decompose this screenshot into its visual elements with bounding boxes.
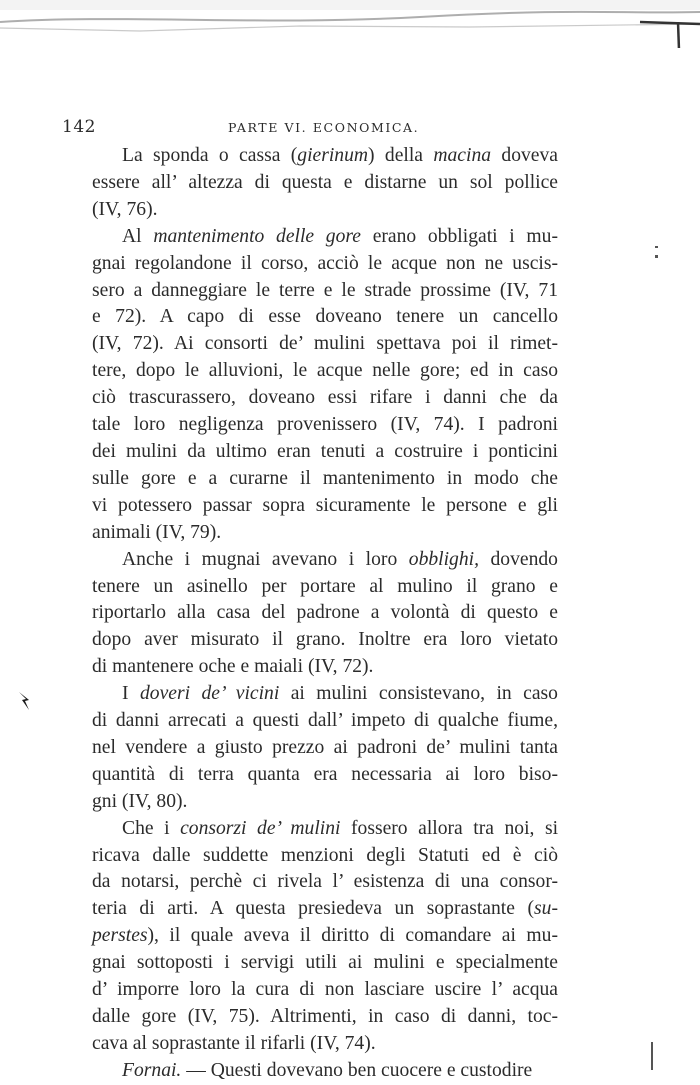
text-run: fossero allora tra noi, si xyxy=(340,817,559,839)
text-run: di danni arrecati a questi dall’ impeto di qualche fiume, xyxy=(92,710,558,732)
text-run: e 72). A capo di esse doveano tenere un cancello xyxy=(92,306,558,328)
text-line xyxy=(62,681,558,708)
text-line xyxy=(62,1031,558,1058)
paragraph xyxy=(62,816,558,1058)
running-header-title: PARTE VI. ECONOMICA. xyxy=(228,120,420,135)
text-run: ai mulini consistevano, in caso xyxy=(279,683,558,705)
text-run: sero a danneggiare le terre e le strade prossime (IV, 71 xyxy=(92,279,558,301)
text-run: erano obbligati i mu- xyxy=(361,225,558,247)
text-line xyxy=(62,654,558,681)
text-run: I xyxy=(122,683,140,705)
text-line xyxy=(62,304,558,331)
paragraph xyxy=(62,143,558,224)
text-line xyxy=(62,869,558,896)
text-run: Al xyxy=(122,225,154,247)
text-run: gni (IV, 80). xyxy=(92,790,188,812)
text-line xyxy=(62,385,558,412)
text-line xyxy=(62,224,558,251)
text-line xyxy=(62,278,558,305)
scan-speck xyxy=(652,246,662,260)
text-line xyxy=(62,843,558,870)
text-run: dopo aver misurato il grano. Inoltre era loro vietato xyxy=(92,629,558,651)
italic-run: su- xyxy=(534,898,558,920)
text-run: vi potessero passar sopra sicuramente le persone e gli xyxy=(92,494,558,516)
body-text xyxy=(62,143,558,1085)
paragraph xyxy=(62,224,558,547)
text-line xyxy=(62,627,558,654)
text-run: tale loro negligenza provenissero (IV, 74). I padroni xyxy=(92,414,558,436)
text-run: cava al soprastante il rifarli (IV, 74). xyxy=(92,1032,376,1054)
text-line xyxy=(62,412,558,439)
text-run: d’ imporre loro la cura di non lasciare uscire l’ acqua xyxy=(92,979,558,1001)
text-run: quantità di terra quanta era necessaria ai loro biso- xyxy=(92,763,558,785)
text-run: (IV, 76). xyxy=(92,198,158,220)
text-line xyxy=(62,789,558,816)
text-run: Che i xyxy=(122,817,181,839)
text-line xyxy=(62,251,558,278)
text-line xyxy=(62,170,558,197)
text-run: dovendo xyxy=(478,548,558,570)
text-line xyxy=(62,197,558,224)
text-run: sulle gore e a curarne il mantenimento in modo che xyxy=(92,467,558,489)
text-line xyxy=(62,977,558,1004)
text-line xyxy=(62,600,558,627)
text-run: gnai sottoposti i servigi utili ai mulini e specialmente xyxy=(92,952,558,974)
text-line xyxy=(62,816,558,843)
text-run: (IV, 72). Ai consorti de’ mulini spettava poi il rimet- xyxy=(92,333,558,355)
text-run: La sponda o cassa ( xyxy=(122,145,298,166)
paragraph xyxy=(62,681,558,816)
text-run: ) della xyxy=(368,145,434,166)
text-line xyxy=(62,950,558,977)
text-line xyxy=(62,466,558,493)
text-run: doveva xyxy=(491,145,558,166)
text-run: dalle gore (IV, 75). Altrimenti, in caso di danni, toc- xyxy=(92,1006,558,1027)
italic-run: perstes xyxy=(92,925,148,947)
text-run: — Questi dovevano ben cuocere e custodire xyxy=(181,1059,533,1081)
italic-run: doveri de’ vicini xyxy=(139,683,280,705)
text-run: animali (IV, 79). xyxy=(92,521,222,543)
text-line xyxy=(62,493,558,520)
text-line xyxy=(62,520,558,547)
italic-run: Fornai. xyxy=(122,1059,182,1081)
text-run: tere, dopo le alluvioni, le acque nelle gore; ed in caso xyxy=(92,360,558,382)
italic-run: macina xyxy=(433,145,492,166)
text-line xyxy=(62,708,558,735)
scan-speck xyxy=(648,1042,656,1072)
text-line xyxy=(62,439,558,466)
running-header xyxy=(62,117,554,139)
text-line xyxy=(62,923,558,950)
scan-edge-shading xyxy=(0,0,700,48)
text-run: ricava dalle suddette menzioni degli Statuti ed è ciò xyxy=(92,844,558,866)
text-run: ), il quale aveva il diritto di comandare ai mu- xyxy=(147,925,558,947)
text-run: essere all’ altezza di questa e distarne un sol pollice xyxy=(92,171,558,193)
text-run: di mantenere oche e maiali (IV, 72). xyxy=(92,656,374,678)
italic-run: obblighi, xyxy=(408,548,479,570)
italic-run: mantenimento delle gore xyxy=(153,225,361,247)
text-line xyxy=(62,762,558,789)
text-run: gnai regolandone il corso, acciò le acque non ne uscis- xyxy=(92,252,558,274)
paragraph xyxy=(62,547,558,682)
text-line xyxy=(62,331,558,358)
text-run: riportarlo alla casa del padrone a volontà di questo e xyxy=(92,602,558,624)
scan-speck xyxy=(16,688,36,716)
text-run: ciò trascurassero, doveano essi rifare i danni che da xyxy=(92,387,558,409)
text-run: da notarsi, perchè ci rivela l’ esistenza di una consor- xyxy=(92,871,558,893)
text-run: teria di arti. A questa presiedeva un soprastante ( xyxy=(92,898,535,920)
text-line xyxy=(62,547,558,574)
italic-run: gierinum xyxy=(297,145,369,166)
paragraph xyxy=(62,1058,558,1085)
text-line xyxy=(62,143,558,170)
text-line xyxy=(62,1058,558,1085)
text-line xyxy=(62,735,558,762)
text-run: nel vendere a giusto prezzo ai padroni de’ mulini tanta xyxy=(92,736,558,758)
text-run: dei mulini da ultimo eran tenuti a costruire i ponticini xyxy=(92,440,558,462)
text-line xyxy=(62,1004,558,1031)
text-line xyxy=(62,574,558,601)
text-line xyxy=(62,896,558,923)
text-run: Anche i mugnai avevano i loro xyxy=(122,548,409,570)
italic-run: consorzi de’ mulini xyxy=(180,817,341,839)
text-run: tenere un asinello per portare al mulino il grano e xyxy=(92,575,558,597)
page-number: 142 xyxy=(62,117,96,137)
text-line xyxy=(62,358,558,385)
